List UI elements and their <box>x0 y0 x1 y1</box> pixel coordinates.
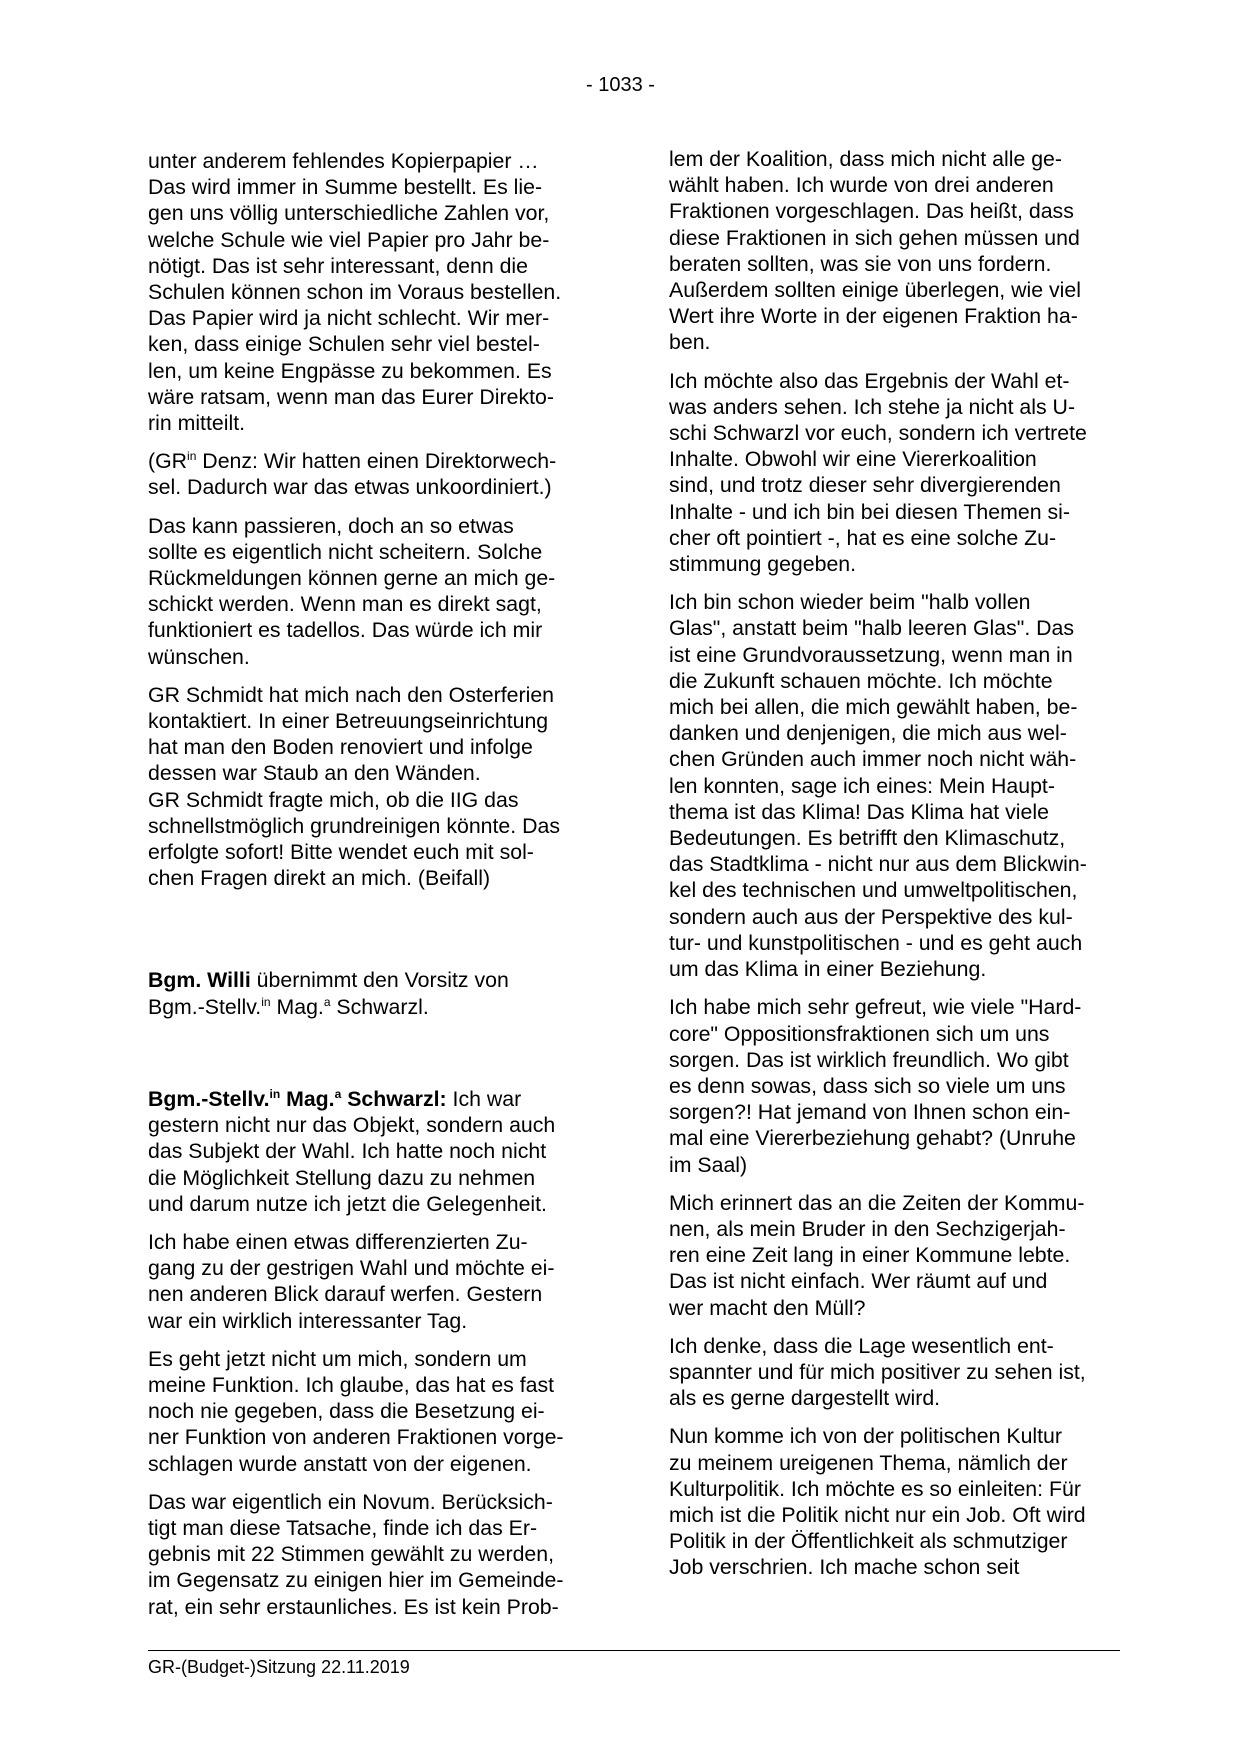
text-line: wäre ratsam, wenn man das Eurer Direkto- <box>148 384 554 409</box>
text-line: lem der Koalition, dass mich nicht alle ge- <box>669 147 1062 171</box>
text-line: len konnten, sage ich eines: Mein Haupt- <box>669 773 1055 798</box>
right-paragraph-5 <box>669 1190 1129 1321</box>
text-line: Schulen können schon im Voraus bestellen. <box>148 280 562 305</box>
text-line: zu meinem ureigenen Thema, nämlich der <box>669 1450 1068 1475</box>
text-line: nötigt. Das ist sehr interessant, denn die <box>148 253 529 278</box>
text-line: ren eine Zeit lang in einer Kommune lebte. <box>669 1243 1071 1268</box>
footer-rule <box>148 1650 1120 1651</box>
text-line: Wert ihre Worte in der eigenen Fraktion ha- <box>669 304 1078 329</box>
text-line: tur- und kunstpolitischen - und es geht auch <box>669 930 1083 955</box>
text-line: GR Schmidt fragte mich, ob die IIG das <box>148 787 519 812</box>
text-line: Ich habe einen etwas differenzierten Zu- <box>148 1229 528 1254</box>
text-line: kontaktiert. In einer Betreuungseinrichtung <box>148 709 549 734</box>
text-line: gang zu der gestrigen Wahl und möchte ei- <box>148 1256 555 1281</box>
speaker-paragraph: Bgm.-Stellv.$^{in}$ Mag.$^a$ Schwarzl: Ich war gestern nicht nur das Objekt, sondern auch das Subjekt der Wahl. Ich hatte noch nicht die Möglichkeit Stellung dazu zu nehmen und darum nutze ich jetzt die Gelegenheit. <box>148 1086 556 1216</box>
text-line: und darum nutze ich jetzt die Gelegenheit. <box>148 1191 547 1216</box>
text-line: im Saal) <box>669 1152 748 1177</box>
right-paragraph-1 <box>669 146 1129 356</box>
left-paragraph-9 <box>148 1489 610 1620</box>
text-line: um das Klima in einer Beziehung. <box>669 957 987 982</box>
text-line: chen Fragen direkt an mich. (Beifall) <box>148 866 491 891</box>
right-paragraph-3 <box>669 589 1129 982</box>
text-line: schlagen wurde anstatt von der eigenen. <box>148 1451 532 1476</box>
text-line: die Möglichkeit Stellung dazu zu nehmen <box>148 1165 536 1190</box>
text-line: als es gerne dargestellt wird. <box>669 1386 941 1411</box>
right-paragraph-4 <box>669 994 1129 1177</box>
text-line: Es geht jetzt nicht um mich, sondern um <box>148 1346 527 1371</box>
text-line: GR Schmidt hat mich nach den Osterferien <box>148 682 555 707</box>
text-line: wer macht den Müll? <box>669 1295 866 1320</box>
page-number: - 1033 - <box>586 74 655 96</box>
text-line: sollte es eigentlich nicht scheitern. Solche <box>148 539 543 564</box>
text-line: Das war eigentlich ein Novum. Berücksich- <box>148 1489 553 1514</box>
text-line: mal eine Viererbeziehung gehabt? (Unruhe <box>669 1126 1076 1151</box>
text-line: danken und denjenigen, die mich aus wel- <box>669 721 1067 746</box>
text-line: wählt haben. Ich wurde von drei anderen <box>669 173 1054 198</box>
text-line: noch nie gegeben, dass die Besetzung ei- <box>148 1399 545 1424</box>
text-line: diese Fraktionen in sich gehen müssen und <box>669 225 1080 250</box>
text-line: ben. <box>669 330 711 355</box>
text-line: sorgen. Das ist wirklich freundlich. Wo gibt <box>669 1047 1069 1072</box>
text-line: nen, als mein Bruder in den Sechzigerjah- <box>669 1216 1066 1241</box>
text-line: Rückmeldungen können gerne an mich ge- <box>148 566 556 591</box>
left-paragraph-3 <box>148 513 610 670</box>
text-line: Job verschrien. Ich mache schon seit <box>669 1555 1020 1580</box>
text-line: Bedeutungen. Es betrifft den Klimaschutz, <box>669 826 1066 851</box>
text-line: wünschen. <box>148 644 250 669</box>
speaker-name: Bgm.-Stellv.$^{in}$ Mag.$^a$ Schwarzl: <box>148 1086 447 1111</box>
text-line: ken, dass einige Schulen sehr viel bestel- <box>148 332 540 357</box>
text-line: gebnis mit 22 Stimmen gewählt zu werden, <box>148 1542 555 1567</box>
text-line: funktioniert es tadellos. Das würde ich mir <box>148 618 543 643</box>
text-line: Inhalte - und ich bin bei diesen Themen si- <box>669 499 1070 524</box>
text-line: beraten sollten, was sie von uns fordern. <box>669 251 1052 276</box>
text-line: gen uns völlig unterschiedliche Zahlen vor, <box>148 201 550 226</box>
text-line: im Gegensatz zu einigen hier im Gemeinde- <box>148 1568 564 1593</box>
text-line: Fraktionen vorgeschlagen. Das heißt, dass <box>669 199 1074 224</box>
text-line: war ein wirklich interessanter Tag. <box>148 1308 468 1333</box>
text-line: Das ist nicht einfach. Wer räumt auf und <box>669 1269 1048 1294</box>
text-line: gestern nicht nur das Objekt, sondern auch <box>148 1113 556 1138</box>
left-paragraph-1 <box>148 148 610 436</box>
text-line: schickt werden. Wenn man es direkt sagt, <box>148 592 542 617</box>
text-line: Das Papier wird ja nicht schlecht. Wir mer- <box>148 306 550 331</box>
text-line: Außerdem sollten einige überlegen, wie viel <box>669 278 1081 303</box>
text-line: Das kann passieren, doch an so etwas <box>148 513 514 538</box>
text-line: ist eine Grundvoraussetzung, wenn man in <box>669 642 1073 667</box>
footer-text: GR-(Budget-)Sitzung 22.11.2019 <box>148 1657 410 1677</box>
left-paragraph-8 <box>148 1346 610 1477</box>
text-line: schnellstmöglich grundreinigen könnte. Das <box>148 813 560 838</box>
text-line: hat man den Boden renoviert und infolge <box>148 735 533 760</box>
text-line: tigt man diese Tatsache, finde ich das Er- <box>148 1515 538 1540</box>
text-line: stimmung gegeben. <box>669 552 857 577</box>
text-line: mich ist die Politik nicht nur ein Job. Oft wird <box>669 1502 1086 1527</box>
right-column <box>669 146 1129 1593</box>
right-paragraph-2 <box>669 368 1129 578</box>
text-line: Mich erinnert das an die Zeiten der Kommu- <box>669 1190 1085 1215</box>
left-paragraph-4 <box>148 682 610 892</box>
text-line: Politik in der Öffentlichkeit als schmutziger <box>669 1529 1068 1554</box>
left-paragraph-2: ($GR^{in}$ Denz: Wir hatten einen Direktorwech- sel. Dadurch war das etwas unkoordiniert.) <box>148 449 557 500</box>
right-paragraph-6 <box>669 1333 1129 1412</box>
text-line: meine Funktion. Ich glaube, das hat es fast <box>148 1372 555 1397</box>
text-line: Nun komme ich von der politischen Kultur <box>669 1424 1062 1449</box>
text-line: Ich habe mich sehr gefreut, wie viele "Hard- <box>669 995 1082 1020</box>
text-line: core" Oppositionsfraktionen sich um uns <box>669 1021 1050 1046</box>
text-line: es denn sowas, dass sich so viele um uns <box>669 1073 1066 1098</box>
text-line: ner Funktion von anderen Fraktionen vorge- <box>148 1425 564 1450</box>
text-line: thema ist das Klima! Das Klima hat viele <box>669 799 1049 824</box>
text-line: chen Gründen auch immer noch nicht wäh- <box>669 747 1077 772</box>
chair-change-note: Bgm. Willi übernimmt den Vorsitz von Bgm.-Stellv.$^{in}$ Mag.$^a$ Schwarzl. <box>148 968 509 1019</box>
text-line: mich bei allen, die mich gewählt haben, be- <box>669 695 1078 720</box>
text-line: schi Schwarzl vor euch, sondern ich vertrete <box>669 421 1087 446</box>
text-line: rat, ein sehr erstaunliches. Es ist kein Prob- <box>148 1594 559 1619</box>
left-paragraph-7 <box>148 1229 610 1334</box>
text-line: nen anderen Blick darauf werfen. Gestern <box>148 1282 543 1307</box>
text-line: unter anderem fehlendes Kopierpapier … <box>148 149 539 173</box>
text-line: sondern auch aus der Perspektive des kul- <box>669 904 1073 929</box>
text-line: das Stadtklima - nicht nur aus dem Blickwin- <box>669 852 1087 877</box>
left-column <box>148 148 610 1632</box>
text-line: cher oft pointiert -, hat es eine solche Zu- <box>669 525 1057 550</box>
text-line: dessen war Staub an den Wänden. <box>148 761 481 786</box>
text-line: Kulturpolitik. Ich möchte es so einleiten: Für <box>669 1476 1081 1501</box>
text-line: Glas", anstatt beim "halb leeren Glas". Das <box>669 616 1075 641</box>
text-line: rin mitteilt. <box>148 411 246 436</box>
text-line: Ich möchte also das Ergebnis der Wahl et- <box>669 368 1070 393</box>
text-line: erfolgte sofort! Bitte wendet euch mit sol- <box>148 840 534 865</box>
text-line: die Zukunft schauen möchte. Ich möchte <box>669 668 1053 693</box>
right-paragraph-7 <box>669 1423 1129 1580</box>
text-line: Ich denke, dass die Lage wesentlich ent- <box>669 1333 1054 1358</box>
text-line: Ich bin schon wieder beim "halb vollen <box>669 590 1031 615</box>
text-line: spannter und für mich positiver zu sehen ist, <box>669 1359 1086 1384</box>
text-line: Inhalte. Obwohl wir eine Viererkoalition <box>669 447 1037 472</box>
text-line: sorgen?! Hat jemand von Ihnen schon ein- <box>669 1100 1071 1125</box>
text-line: was anders sehen. Ich stehe ja nicht als U- <box>669 394 1076 419</box>
text-line: sind, und trotz dieser sehr divergierenden <box>669 473 1061 498</box>
text-line: das Subjekt der Wahl. Ich hatte noch nicht <box>148 1139 547 1164</box>
text-line: len, um keine Engpässe zu bekommen. Es <box>148 358 552 383</box>
text-line: welche Schule wie viel Papier pro Jahr be- <box>148 227 550 252</box>
text-line: kel des technischen und umweltpolitischen, <box>669 878 1078 903</box>
text-line: Das wird immer in Summe bestellt. Es lie- <box>148 175 543 200</box>
